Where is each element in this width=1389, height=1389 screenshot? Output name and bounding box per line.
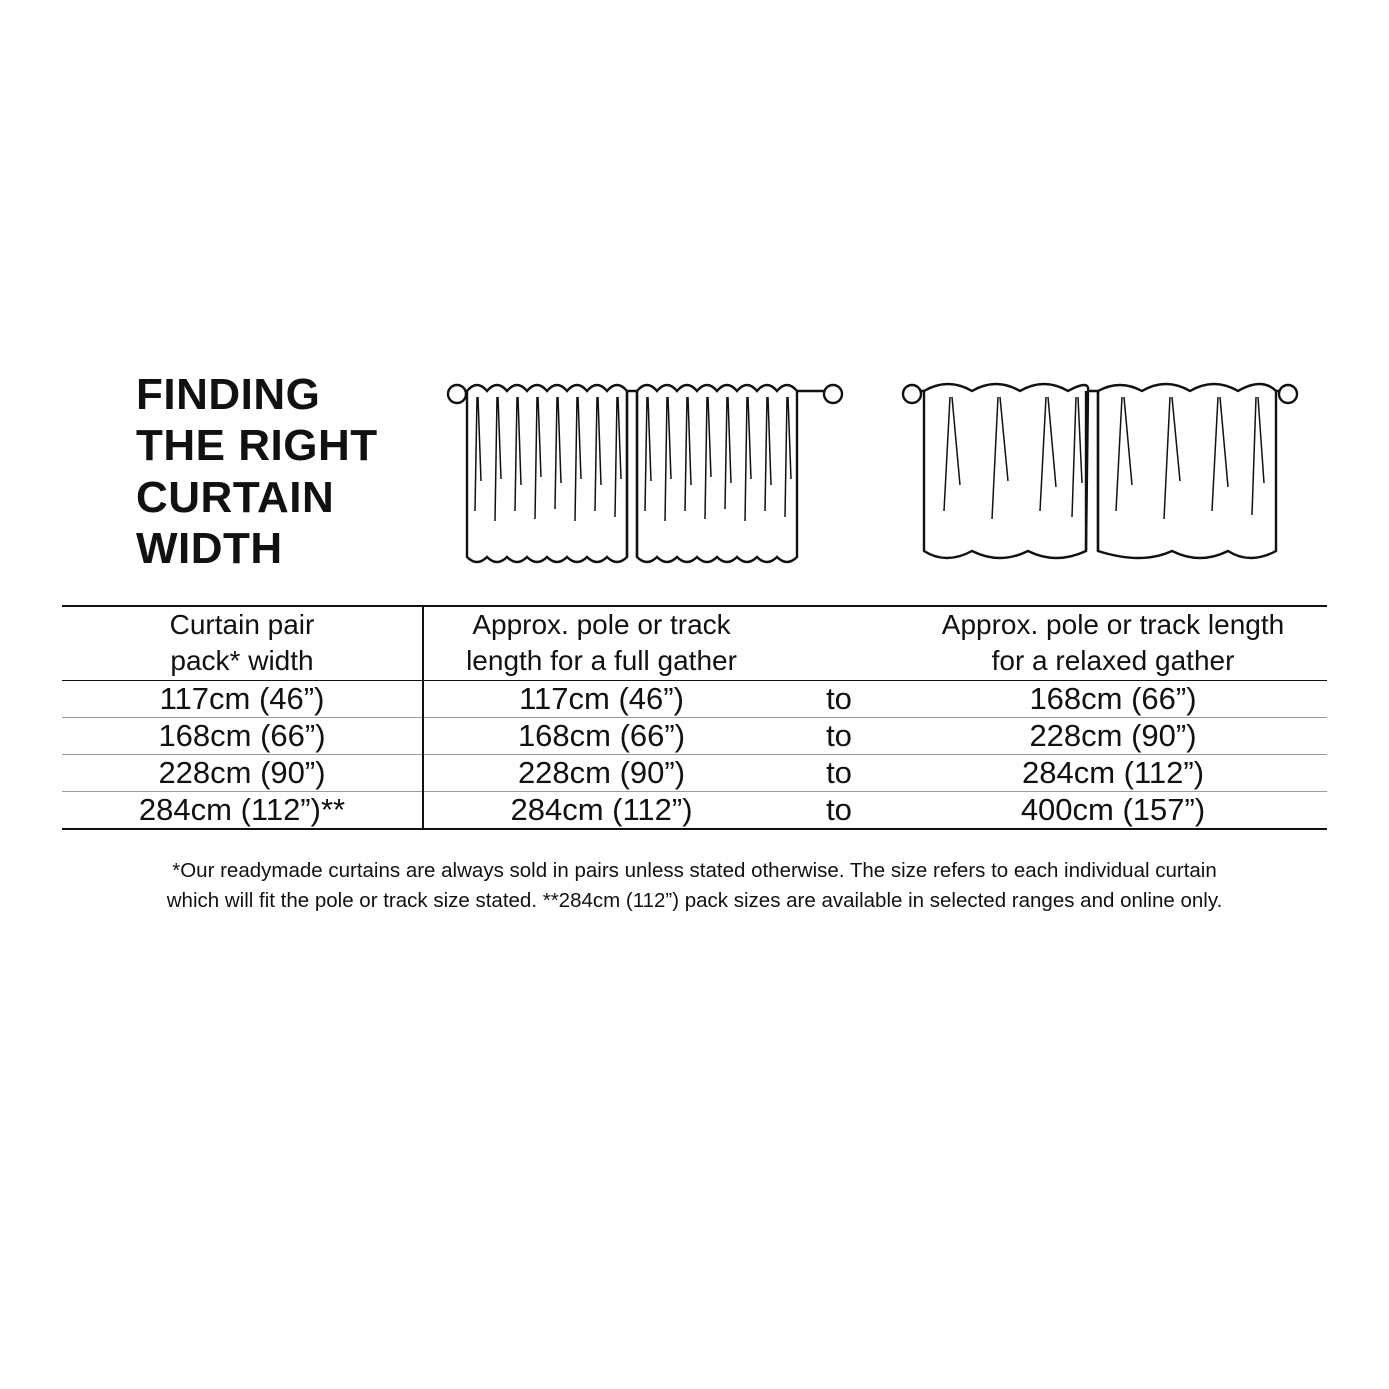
cell-relaxed-gather: 168cm (66”) — [1029, 680, 1197, 716]
cell-pack-width: 284cm (112”)** — [62, 791, 423, 829]
cell-full-gather: 168cm (66”) — [517, 717, 686, 753]
cell-relaxed-gather: 400cm (157”) — [1020, 791, 1206, 827]
cell-to: to — [826, 791, 852, 827]
column-header-spacer — [779, 606, 899, 680]
column-header-relaxed-gather-line1: Approx. pole or track length — [941, 609, 1285, 640]
title-line-1: FINDING — [136, 370, 321, 419]
table-row — [62, 754, 1327, 791]
footnote-line-2: which will fit the pole or track size stated. **284cm (112”) pack sizes are available in selected ranges and online only. — [166, 888, 1223, 912]
cell-full-gather: 228cm (90”) — [517, 754, 686, 790]
cell-to: to — [826, 680, 852, 716]
table-header — [62, 606, 1327, 680]
footnote — [62, 856, 1327, 915]
cell-relaxed-gather: 228cm (90”) — [1029, 717, 1197, 753]
column-header-relaxed-gather — [899, 606, 1327, 680]
column-header-pack-width — [62, 606, 423, 680]
footnote-line-1: *Our readymade curtains are always sold in pairs unless stated otherwise. The size refers to each individual curtain — [172, 858, 1217, 882]
column-header-full-gather-line2: length for a full gather — [466, 645, 737, 677]
full-gather-curtain-illustration — [445, 361, 845, 581]
column-header-full-gather — [423, 606, 779, 680]
cell-pack-width: 228cm (90”) — [62, 754, 423, 791]
table-row — [62, 680, 1327, 717]
table-body — [62, 680, 1327, 829]
curtain-width-guide — [62, 355, 1327, 915]
column-header-relaxed-gather-line2: for a relaxed gather — [991, 645, 1235, 677]
table-row — [62, 791, 1327, 829]
curtain-size-table — [62, 605, 1327, 830]
cell-pack-width: 117cm (46”) — [62, 680, 423, 717]
page-title — [62, 355, 417, 575]
column-header-pack-width-line1: Curtain pair — [169, 609, 315, 640]
cell-full-gather: 117cm (46”) — [519, 680, 684, 716]
cell-pack-width: 168cm (66”) — [62, 717, 423, 754]
relaxed-gather-curtain-illustration — [900, 361, 1300, 581]
table-row — [62, 717, 1327, 754]
cell-to: to — [826, 754, 852, 790]
guide-header — [62, 355, 1327, 605]
column-header-pack-width-line2: pack* width — [170, 645, 314, 677]
title-line-2: THE RIGHT — [136, 421, 378, 471]
column-header-full-gather-line1: Approx. pole or track — [472, 609, 731, 640]
illustrations — [417, 355, 1327, 581]
table-header-row — [62, 606, 1327, 680]
title-line-3: CURTAIN — [136, 472, 335, 522]
cell-to: to — [826, 717, 852, 753]
cell-relaxed-gather: 284cm (112”) — [1021, 754, 1205, 790]
title-line-4: WIDTH — [136, 524, 283, 574]
cell-full-gather: 284cm (112”) — [510, 791, 693, 827]
